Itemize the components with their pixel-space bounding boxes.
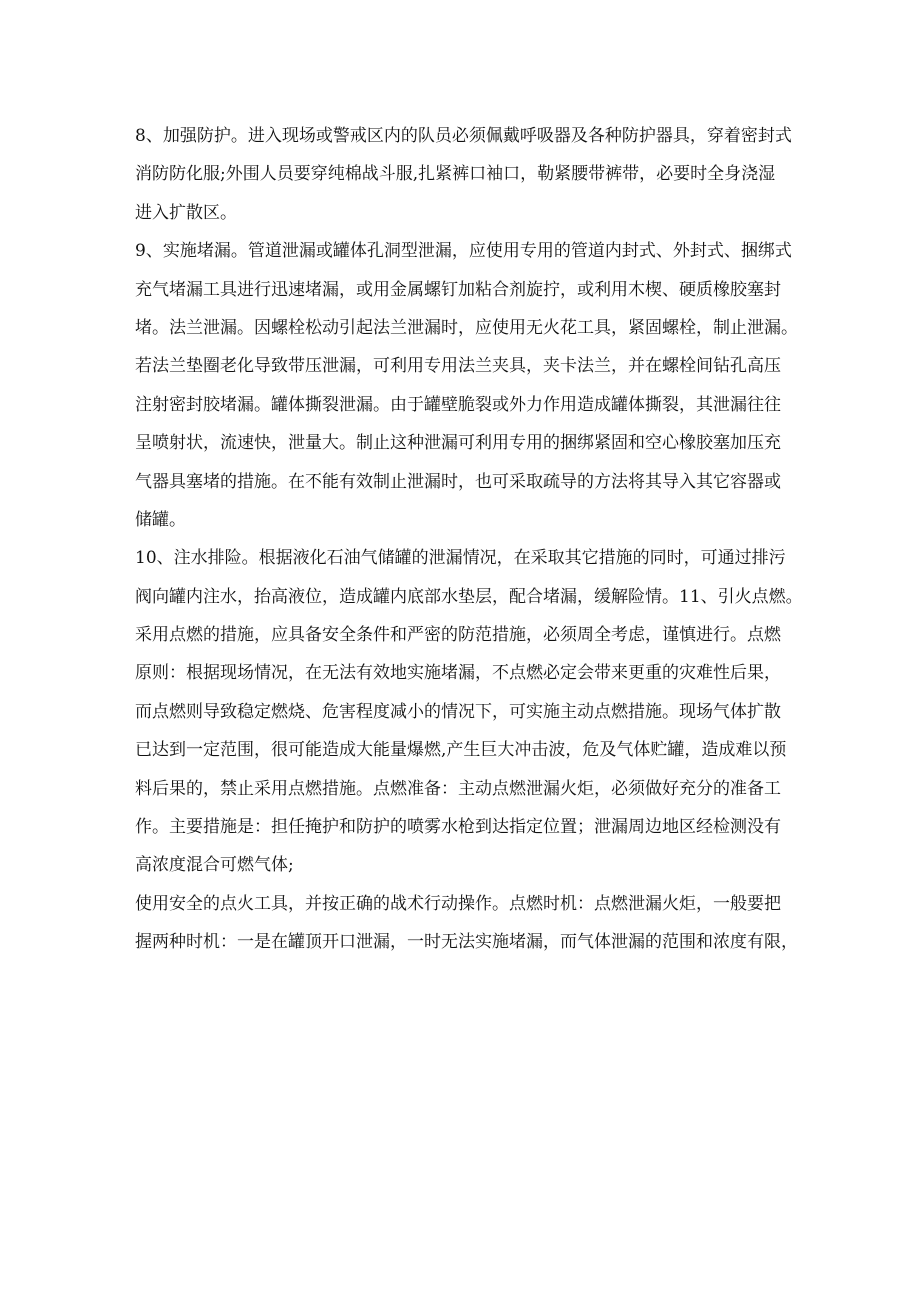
- text-line: 9、实施堵漏。管道泄漏或罐体孔洞型泄漏，应使用专用的管道内封式、外封式、捆绑式: [135, 241, 792, 262]
- paragraph-ignition-timing: [135, 885, 798, 962]
- text-line: 高浓度混合可燃气体;: [135, 855, 294, 876]
- text-line: 进入扩散区。: [135, 202, 237, 223]
- text-line: 8、加强防护。进入现场或警戒区内的队员必须佩戴呼吸器及各种防护器具，穿着密封式: [135, 126, 792, 146]
- text-line: 若法兰垫圈老化导致带压泄漏，可利用专用法兰夹具，夹卡法兰，并在螺栓间钻孔高压: [135, 356, 781, 377]
- text-line: 已达到一定范围，很可能造成大能量爆燃,产生巨大冲击波，危及气体贮罐，造成难以预: [135, 740, 787, 761]
- text-line: 储罐。: [135, 509, 186, 530]
- text-line: 握两种时机：一是在罐顶开口泄漏，一时无法实施堵漏，而气体泄漏的范围和浓度有限，: [135, 932, 798, 953]
- document-body: [135, 117, 803, 962]
- text-line: 呈喷射状，流速快，泄量大。制止这种泄漏可利用专用的捆绑紧固和空心橡胶塞加压充: [135, 433, 781, 454]
- text-line: 原则：根据现场情况，在无法有效地实施堵漏，不点燃必定会带来更重的灾难性后果，: [135, 663, 781, 684]
- text-line: 堵。法兰泄漏。因螺栓松动引起法兰泄漏时，应使用无火花工具，紧固螺栓，制止泄漏。: [135, 317, 798, 338]
- text-line: 10、注水排险。根据液化石油气储罐的泄漏情况，在采取其它措施的同时，可通过排污: [135, 548, 786, 569]
- text-line: 注射密封胶堵漏。罐体撕裂泄漏。由于罐壁脆裂或外力作用造成罐体撕裂，其泄漏往往: [135, 394, 781, 415]
- text-line: 消防防化服;外围人员要穿纯棉战斗服,扎紧裤口袖口，勒紧腰带裤带，必要时全身浇湿: [135, 164, 776, 185]
- paragraph-water-injection: [135, 539, 803, 885]
- text-line: 而点燃则导致稳定燃烧、危害程度减小的情况下，可实施主动点燃措施。现场气体扩散: [135, 701, 781, 722]
- text-line: 充气堵漏工具进行迅速堵漏，或用金属螺钉加粘合剂旋拧，或利用木楔、硬质橡胶塞封: [135, 279, 781, 300]
- text-line: 使用安全的点火工具，并按正确的战术行动操作。点燃时机：点燃泄漏火炬，一般要把: [135, 893, 781, 914]
- text-line: 作。主要措施是：担任掩护和防护的喷雾水枪到达指定位置；泄漏周边地区经检测没有: [135, 817, 781, 838]
- text-line: 阀向罐内注水，抬高液位，造成罐内底部水垫层，配合堵漏，缓解险情。11、引火点燃。: [135, 586, 803, 607]
- text-line: 料后果的，禁止采用点燃措施。点燃准备：主动点燃泄漏火炬，必须做好充分的准备工: [135, 778, 781, 799]
- paragraph-protection: [135, 117, 795, 232]
- text-line: 采用点燃的措施，应具备安全条件和严密的防范措施，必须周全考虑，谨慎进行。点燃: [135, 625, 781, 646]
- text-line: 气器具塞堵的措施。在不能有效制止泄漏时，也可采取疏导的方法将其导入其它容器或: [135, 471, 781, 492]
- paragraph-plugging: [135, 232, 798, 539]
